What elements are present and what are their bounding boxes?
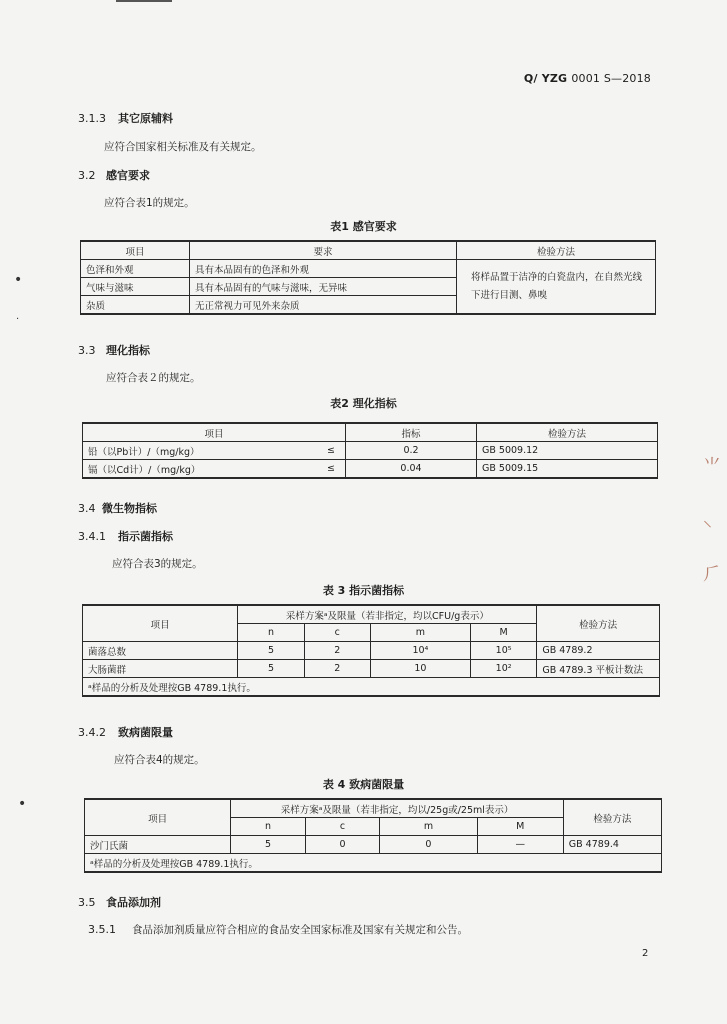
table3-M: 10² [470, 660, 536, 678]
table3-sub-c: c [304, 624, 370, 642]
table4-header-method: 检验方法 [563, 799, 661, 836]
table4-M: — [477, 836, 563, 854]
scan-speck: • [18, 796, 27, 812]
table4-method: GB 4789.4 [563, 836, 661, 854]
top-rule [116, 0, 172, 2]
scan-speck: · [16, 314, 20, 325]
table2-header-method: 检验方法 [477, 423, 658, 442]
table1-cell: 无正常视力可见外来杂质 [190, 296, 457, 315]
table2-sign: ≤ [317, 442, 346, 460]
table1 [80, 240, 656, 315]
table4 [84, 798, 662, 873]
table2-sign: ≤ [317, 460, 346, 479]
table4-sub-c: c [305, 818, 379, 836]
table1-cell: 具有本品固有的气味与滋味，无异味 [190, 278, 457, 296]
section-32-heading: 3.2 感官要求 [78, 169, 150, 182]
section-341-heading: 3.4.1 指示菌指标 [78, 530, 173, 543]
table4-sub-m: m [380, 818, 478, 836]
table3-n: 5 [238, 642, 304, 660]
section-33-heading: 3.3 理化指标 [78, 344, 150, 357]
table4-m: 0 [380, 836, 478, 854]
table2-value: 0.2 [346, 442, 477, 460]
table3-method: GB 4789.3 平板计数法 [537, 660, 660, 678]
section-35-heading: 3.5 食品添加剂 [78, 896, 161, 909]
table2-value: 0.04 [346, 460, 477, 479]
table2-item: 铅（以Pb计）/（mg/kg） [83, 442, 318, 460]
table3-sub-n: n [238, 624, 304, 642]
table1-method-cell: 将样品置于洁净的白瓷盘内，在自然光线下进行目测、鼻嗅 [457, 260, 656, 315]
section-341-text: 应符合表3的规定。 [112, 558, 203, 570]
table3-sub-m: m [370, 624, 470, 642]
table1-header-requirement: 要求 [190, 241, 457, 260]
seal-stamp-edge: ⺌ ⸜ ⺁ [703, 456, 721, 585]
table1-cell: 杂质 [81, 296, 190, 315]
table2 [82, 422, 658, 479]
page-number: 2 [642, 948, 649, 959]
table4-n: 5 [231, 836, 305, 854]
table3-footnote: ᵃ样品的分析及处理按GB 4789.1执行。 [83, 678, 660, 697]
table3-item: 大肠菌群 [83, 660, 238, 678]
table4-header-item: 项目 [85, 799, 231, 836]
table2-method: GB 5009.12 [477, 442, 658, 460]
table3-header-item: 项目 [83, 605, 238, 642]
section-342-heading: 3.4.2 致病菌限量 [78, 726, 173, 739]
table4-header-plan: 采样方案ᵃ及限量（若非指定，均以/25g或/25ml表示） [231, 799, 563, 818]
table3-method: GB 4789.2 [537, 642, 660, 660]
section-313-text: 应符合国家相关标准及有关规定。 [104, 141, 262, 153]
table2-method: GB 5009.15 [477, 460, 658, 479]
table1-cell: 色泽和外观 [81, 260, 190, 278]
table4-sub-M: M [477, 818, 563, 836]
table4-item: 沙门氏菌 [85, 836, 231, 854]
scan-speck: • [14, 272, 23, 288]
table4-footnote: ᵃ样品的分析及处理按GB 4789.1执行。 [85, 854, 662, 873]
table4-sub-n: n [231, 818, 305, 836]
table1-cell: 具有本品固有的色泽和外观 [190, 260, 457, 278]
table3-c: 2 [304, 642, 370, 660]
table4-caption: 表 4 致病菌限量 [322, 778, 405, 791]
table4-c: 0 [305, 836, 379, 854]
table3-c: 2 [304, 660, 370, 678]
table1-caption: 表1 感官要求 [330, 220, 397, 233]
section-351-text: 3.5.1 食品添加剂质量应符合相应的食品安全国家标准及国家有关规定和公告。 [88, 923, 468, 936]
section-33-text: 应符合表２的规定。 [106, 372, 201, 384]
section-34-heading: 3.4 微生物指标 [78, 502, 157, 515]
table1-header-method: 检验方法 [457, 241, 656, 260]
section-342-text: 应符合表4的规定。 [114, 754, 205, 766]
table3 [82, 604, 660, 697]
section-313-heading: 3.1.3 其它原辅料 [78, 112, 173, 125]
table2-header-value: 指标 [346, 423, 477, 442]
table3-n: 5 [238, 660, 304, 678]
table3-header-method: 检验方法 [537, 605, 660, 642]
table1-cell: 气味与滋味 [81, 278, 190, 296]
table2-item: 镉（以Cd计）/（mg/kg） [83, 460, 318, 479]
table2-header-item: 项目 [83, 423, 346, 442]
table3-caption: 表 3 指示菌指标 [322, 584, 405, 597]
standard-code: Q/ YZG 0001 S—2018 [523, 72, 651, 85]
table3-header-plan: 采样方案ᵃ及限量（若非指定，均以CFU/g表示） [238, 605, 537, 624]
table3-sub-M: M [470, 624, 536, 642]
table1-header-item: 项目 [81, 241, 190, 260]
table3-item: 菌落总数 [83, 642, 238, 660]
section-32-text: 应符合表1的规定。 [104, 197, 195, 209]
table3-m: 10 [370, 660, 470, 678]
table3-m: 10⁴ [370, 642, 470, 660]
table3-M: 10⁵ [470, 642, 536, 660]
table2-caption: 表2 理化指标 [330, 397, 397, 410]
